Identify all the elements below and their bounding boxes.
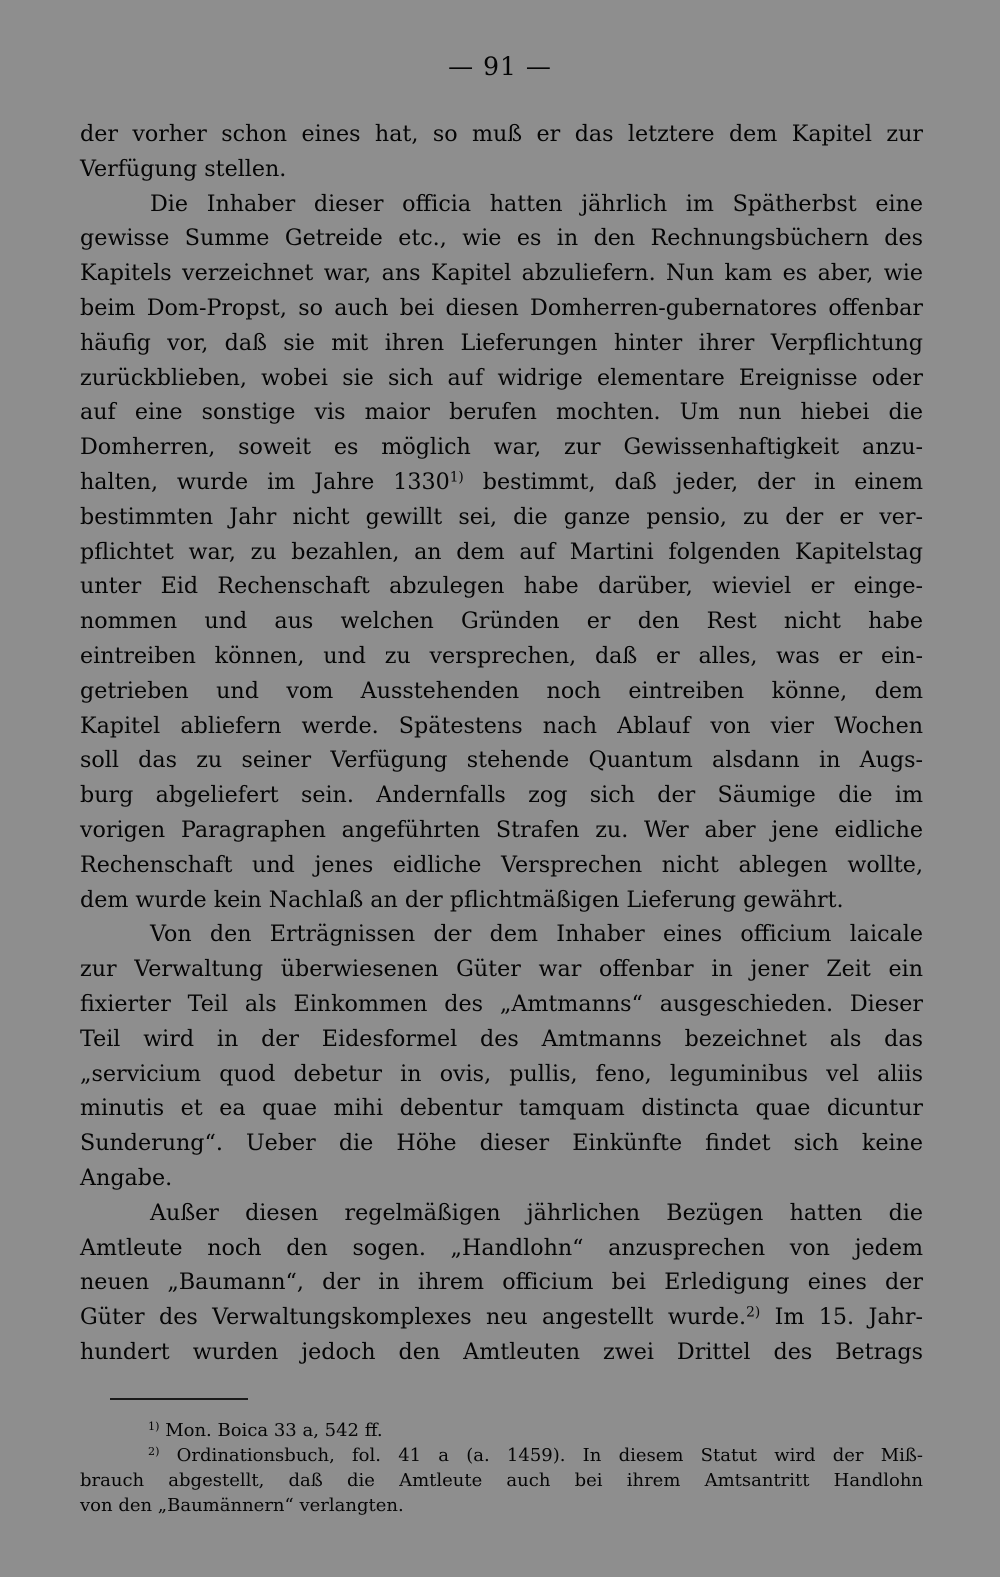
footnote-marker: 1) [148, 1419, 160, 1433]
page-number: — 91 — [448, 52, 552, 81]
text-line: gewisse Summe Getreide etc., wie es in den Rechnungsbüchern des [80, 225, 923, 252]
text-line: Kapitels verzeichnet war, ans Kapitel abzuliefern. Nun kam es aber, wie [80, 260, 923, 287]
text-segment: Im 15. Jahr- [774, 1304, 923, 1331]
text-line: neuen „Baumann“, der in ihrem officium bei Erledigung eines der [80, 1269, 923, 1296]
text-line: burg abgeliefert sein. Andernfalls zog sich der Säumige die im [80, 782, 923, 809]
text-line: pflichtet war, zu bezahlen, an dem auf Martini folgenden Kapitelstag [80, 538, 923, 565]
text-segment: Güter des Verwaltungskomplexes neu angestellt wurde. [80, 1304, 747, 1331]
footnote-2-continuation: von den „Baumännern“ verlangten. [80, 1495, 404, 1516]
text-line: Domherren, soweit es möglich war, zur Gewissenhaftigkeit anzu- [80, 434, 923, 461]
text-line: auf eine sonstige vis maior berufen mochten. Um nun hiebei die [80, 399, 923, 426]
footnote-text: Ordinationsbuch, fol. 41 a (a. 1459). In diesem Statut wird der Miß- [176, 1445, 923, 1466]
text-line: hundert wurden jedoch den Amtleuten zwei Drittel des Betrags [80, 1338, 923, 1365]
text-line: häufig vor, daß sie mit ihren Lieferungen hinter ihrer Verpflichtung [80, 329, 923, 356]
text-line [80, 465, 923, 500]
body-text [80, 117, 923, 1370]
text-segment: halten, wurde im Jahre 1330 [80, 468, 450, 495]
text-line: Außer diesen regelmäßigen jährlichen Bezügen hatten die [150, 1199, 923, 1226]
text-line: getrieben und vom Ausstehenden noch eintreiben könne, dem [80, 677, 923, 704]
text-segment: bestimmt, daß jeder, der in einem [482, 468, 923, 495]
footnote-1 [80, 1418, 923, 1443]
text-line: Von den Erträgnissen der dem Inhaber eines officium laicale [150, 921, 923, 948]
text-line: bestimmten Jahr nicht gewillt sei, die ganze pensio, zu der er ver- [80, 503, 923, 530]
footnote-text: Mon. Boica 33 a, 542 ff. [165, 1420, 383, 1441]
footnote-2 [80, 1443, 923, 1468]
text-line: Teil wird in der Eidesformel des Amtmanns bezeichnet als das [80, 1025, 923, 1052]
text-line: beim Dom-Propst, so auch bei diesen Domherren-gubernatores offenbar [80, 294, 923, 321]
text-line: Verfügung stellen. [80, 155, 287, 182]
footnote-reference: 2) [746, 1304, 761, 1321]
text-line: zurückblieben, wobei sie sich auf widrige elementare Ereignisse oder [80, 364, 923, 391]
text-line: unter Eid Rechenschaft abzulegen habe darüber, wieviel er einge- [80, 573, 923, 600]
text-line: Sunderung“. Ueber die Höhe dieser Einkünfte findet sich keine [80, 1130, 923, 1157]
text-line: soll das zu seiner Verfügung stehende Quantum alsdann in Augs- [80, 747, 923, 774]
text-line [80, 1300, 923, 1335]
footnote-divider [110, 1398, 248, 1400]
footnotes [80, 1418, 923, 1518]
footnote-marker: 2) [148, 1444, 160, 1458]
text-line: fixierter Teil als Einkommen des „Amtmanns“ ausgeschieden. Dieser [80, 990, 923, 1017]
text-line: Amtleute noch den sogen. „Handlohn“ anzusprechen von jedem [80, 1234, 923, 1261]
text-line: minutis et ea quae mihi debentur tamquam distincta quae dicuntur [80, 1095, 923, 1122]
text-line: nommen und aus welchen Gründen er den Rest nicht habe [80, 608, 923, 635]
text-line: vorigen Paragraphen angeführten Strafen zu. Wer aber jene eidliche [80, 816, 923, 843]
text-line: der vorher schon eines hat, so muß er das letztere dem Kapitel zur [80, 121, 923, 147]
text-line: Kapitel abliefern werde. Spätestens nach Ablauf von vier Wochen [80, 712, 923, 739]
footnote-reference: 1) [449, 469, 464, 486]
text-line: zur Verwaltung überwiesenen Güter war offenbar in jener Zeit ein [80, 956, 923, 983]
text-line: „servicium quod debetur in ovis, pullis, feno, leguminibus vel aliis [80, 1060, 923, 1087]
text-line: eintreiben können, und zu versprechen, daß er alles, was er ein- [80, 642, 923, 669]
text-line: dem wurde kein Nachlaß an der pflichtmäßigen Lieferung gewährt. [80, 886, 844, 913]
text-line: Die Inhaber dieser officia hatten jährlich im Spätherbst eine [150, 190, 923, 217]
text-line: Angabe. [80, 1164, 173, 1191]
text-line: Rechenschaft und jenes eidliche Versprechen nicht ablegen wollte, [80, 851, 923, 878]
footnote-2-continuation: brauch abgestellt, daß die Amtleute auch bei ihrem Amtsantritt Handlohn [80, 1470, 923, 1491]
